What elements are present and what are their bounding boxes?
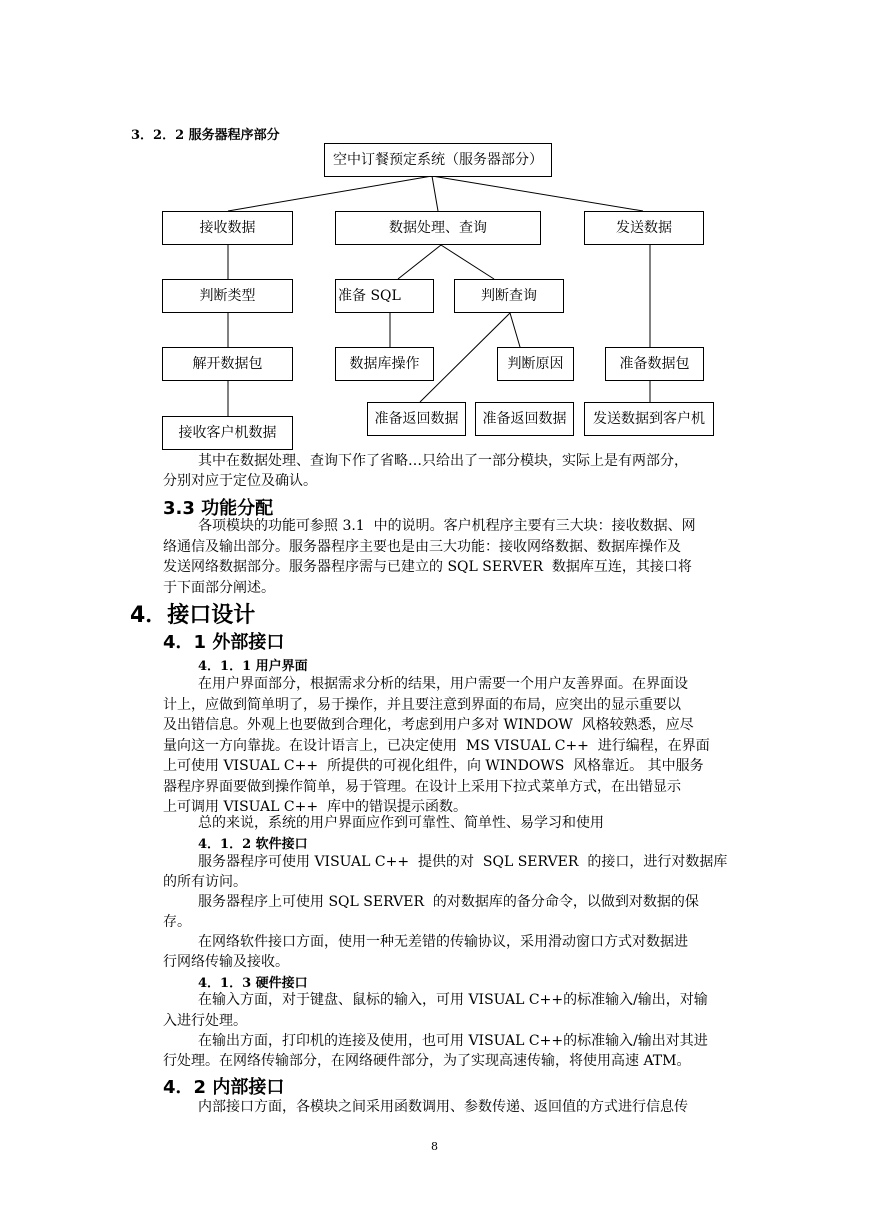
p411-line-1: 在用户界面部分，根据需求分析的结果，用户需要一个用户友善界面。在界面设	[198, 676, 688, 692]
p33-line-4: 于下面部分阐述。	[163, 580, 275, 596]
note-line-1: 其中在数据处理、查询下作了省略…只给出了一部分模块，实际上是有两部分，	[198, 453, 688, 469]
heading-4-2: 4．2 内部接口	[163, 1077, 285, 1098]
p412-line-1: 服务器程序可使用 VISUAL C++ 提供的对 SQL SERVER 的接口，进行对数据库	[198, 854, 728, 870]
heading-4-1-3: 4．1．3 硬件接口	[198, 976, 308, 991]
p412-line-5: 在网络软件接口方面，使用一种无差错的传输协议，采用滑动窗口方式对数据进	[198, 934, 688, 950]
p411-line-2: 计上，应做到简单明了，易于操作，并且要注意到界面的布局，应突出的显示重要以	[163, 697, 681, 713]
section-heading-3-2-2: 3．2．2 服务器程序部分	[131, 128, 280, 143]
heading-4-1: 4．1 外部接口	[163, 632, 285, 653]
page-number: 8	[431, 1140, 438, 1153]
p33-line-2: 络通信及输出部分。服务器程序主要也是由三大功能：接收网络数据、数据库操作及	[163, 539, 681, 555]
p411-line-7: 上可调用 VISUAL C++ 库中的错误提示函数。	[163, 799, 467, 815]
p411-line-6: 器程序界面要做到操作简单，易于管理。在设计上采用下拉式菜单方式，在出错显示	[163, 779, 681, 795]
diagram-node-return-data-1: 准备返回数据	[367, 402, 466, 436]
diagram-node-receive-client: 接收客户机数据	[162, 416, 293, 450]
p33-line-1: 各项模块的功能可参照 3.1 中的说明。客户机程序主要有三大块：接收数据、网	[198, 518, 696, 534]
note-line-2: 分别对应于定位及确认。	[163, 473, 317, 489]
diagram-node-receive: 接收数据	[162, 211, 293, 245]
p411-line-4: 量向这一方向靠拢。在设计语言上，已决定使用 MS VISUAL C++ 进行编程，在界面	[163, 738, 710, 754]
p411-line-8: 总的来说，系统的用户界面应作到可靠性、简单性、易学习和使用	[198, 815, 604, 831]
heading-3-3: 3.3 功能分配	[163, 498, 274, 519]
diagram-node-send-client: 发送数据到客户机	[584, 402, 714, 436]
p412-line-6: 行网络传输及接收。	[163, 954, 289, 970]
p412-line-4: 存。	[163, 914, 191, 930]
diagram-node-send: 发送数据	[584, 211, 704, 245]
diagram-node-judge-reason: 判断原因	[497, 347, 574, 381]
p412-line-3: 服务器程序上可使用 SQL SERVER 的对数据库的备分命令，以做到对数据的保	[198, 894, 699, 910]
diagram-node-judge-type: 判断类型	[162, 279, 293, 313]
diagram-node-prepare-sql: 准备 SQL	[335, 279, 434, 313]
diagram-node-unpack: 解开数据包	[162, 347, 293, 381]
diagram-node-prepare-packet: 准备数据包	[605, 347, 704, 381]
p42-line-1: 内部接口方面，各模块之间采用函数调用、参数传递、返回值的方式进行信息传	[198, 1099, 688, 1115]
p413-line-4: 行处理。在网络传输部分，在网络硬件部分，为了实现高速传输，将使用高速 ATM。	[163, 1053, 691, 1069]
diagram-node-return-data-2: 准备返回数据	[475, 402, 574, 436]
diagram-node-judge-query: 判断查询	[454, 279, 564, 313]
heading-4-1-2: 4．1．2 软件接口	[198, 837, 308, 852]
diagram-node-root: 空中订餐预定系统（服务器部分）	[324, 143, 552, 177]
p411-line-5: 上可使用 VISUAL C++ 所提供的可视化组件，向 WINDOWS 风格靠近。 其中服务	[163, 758, 704, 774]
heading-4-1-1: 4．1．1 用户界面	[198, 659, 308, 674]
heading-4: 4．接口设计	[130, 603, 256, 628]
diagram-node-db-op: 数据库操作	[335, 347, 434, 381]
p33-line-3: 发送网络数据部分。服务器程序需与已建立的 SQL SERVER 数据库互连，其接口将	[163, 559, 692, 575]
diagram-node-process: 数据处理、查询	[335, 211, 541, 245]
p413-line-2: 入进行处理。	[163, 1013, 247, 1029]
p413-line-3: 在输出方面，打印机的连接及使用，也可用 VISUAL C++的标准输入/输出对其进	[198, 1033, 708, 1049]
p413-line-1: 在输入方面，对于键盘、鼠标的输入，可用 VISUAL C++的标准输入/输出，对输	[198, 992, 708, 1008]
p411-line-3: 及出错信息。外观上也要做到合理化，考虑到用户多对 WINDOW 风格较熟悉，应尽	[163, 717, 694, 733]
p412-line-2: 的所有访问。	[163, 874, 247, 890]
